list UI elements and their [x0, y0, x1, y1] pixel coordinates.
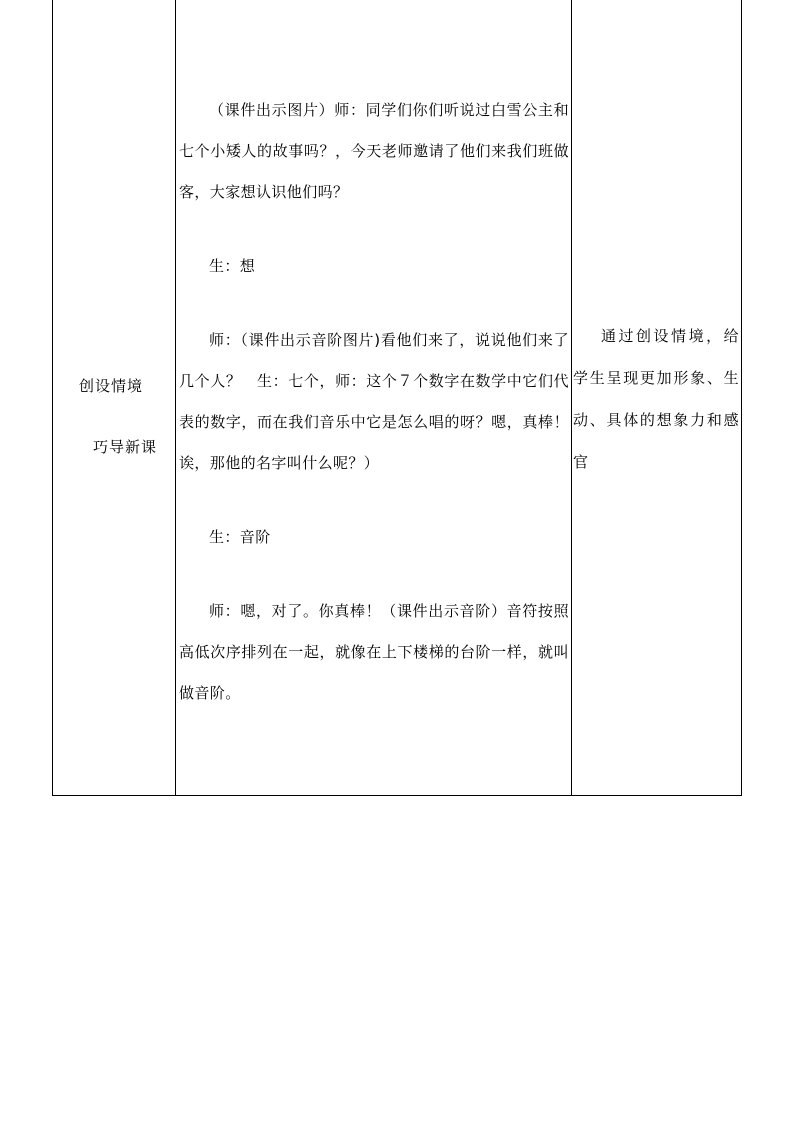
process-paragraph-1: （课件出示图片）师：同学们你们听说过白雪公主和七个小矮人的故事吗？，今天老师邀请了他们来我们班做客，大家想认识他们吗？ — [179, 101, 569, 201]
stage-cell — [53, 0, 176, 796]
process-paragraph-2: 生：想 — [209, 257, 256, 275]
design-intent-text: 通过创设情境，给学生呈现更加形象、生动、具体的想象力和感官 — [573, 327, 739, 471]
stage-title-line-1: 创设情境 — [79, 377, 144, 395]
process-paragraph-5: 师：嗯，对了。你真棒！（课件出示音阶）音符按照高低次序排列在一起，就像在上下楼梯的台阶一样，就叫做音阶。 — [179, 602, 569, 702]
design-intent-cell — [572, 0, 742, 796]
process-paragraph-3: 师：（课件出示音阶图片)看他们来了，说说他们来了几个人？ 生：七个，师：这个７个数字在数学中它们代表的数字，而在我们音乐中它是怎么唱的呀？嗯，真棒！诶，那他的名字叫什么呢？） — [179, 331, 569, 472]
process-paragraph-4: 生：音阶 — [209, 528, 271, 546]
stage-title-line-2: 巧导新课 — [93, 438, 158, 456]
table-row — [53, 0, 742, 796]
lesson-plan-table — [52, 0, 742, 796]
teaching-process-cell — [176, 0, 572, 796]
